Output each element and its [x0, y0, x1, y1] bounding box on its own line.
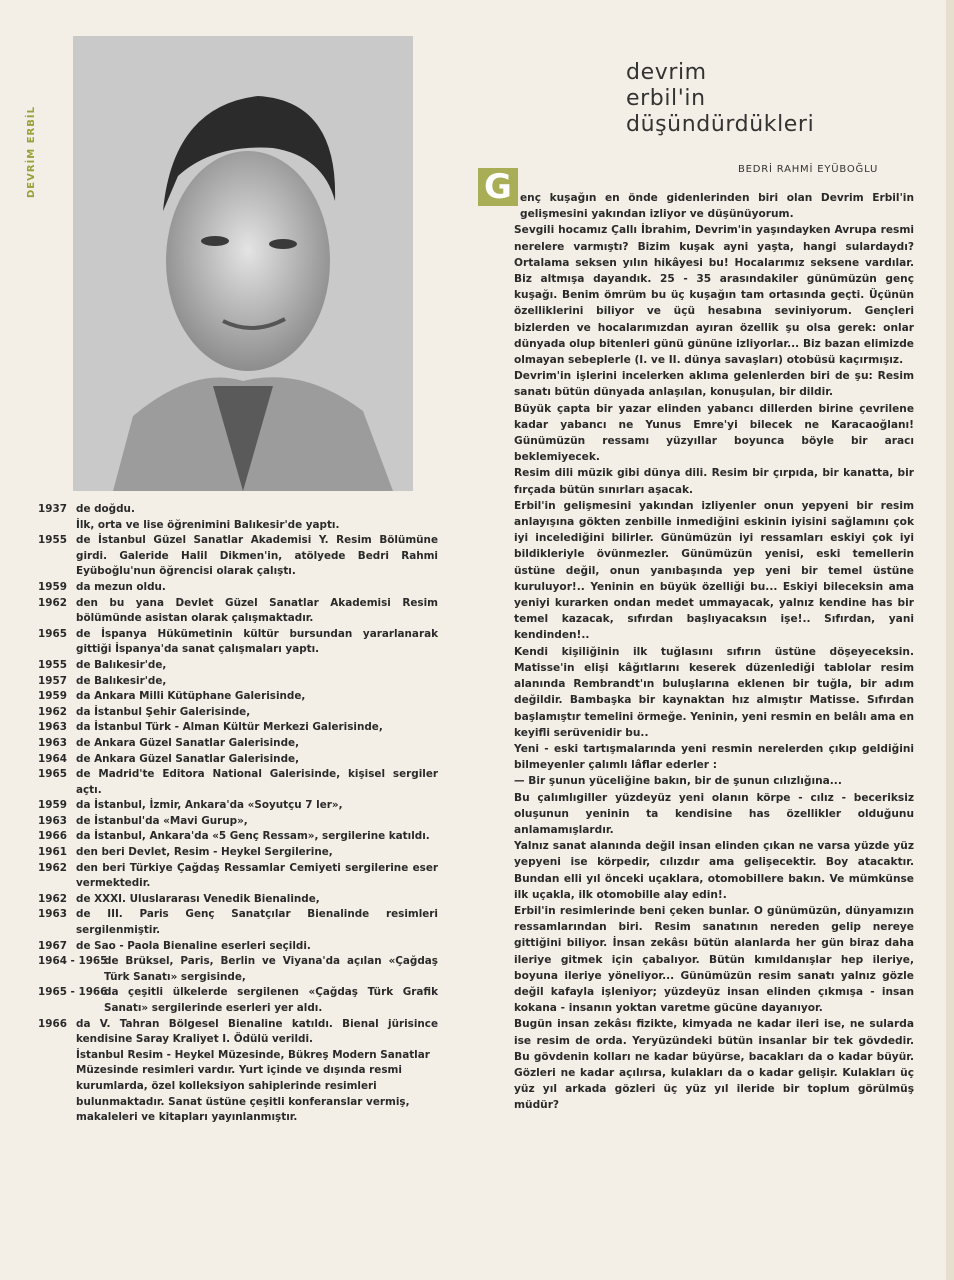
bio-year: 1961 [38, 846, 67, 859]
bio-continuation: İstanbul Resim - Heykel Müzesinde, Bükreş Modern Sanatlar Müzesinde resimleri vardır. Yurt içinde ve dışında resmi kurumlarda, özel kolleksiyon sahiplerinde resimleri bulunmaktadır. Sanat üstüne çeşitli konferanslar vermiş, makaleleri ve kitapları yayınlanmıştır. [76, 1048, 430, 1124]
bio-entry [38, 736, 438, 752]
bio-entry [38, 814, 438, 830]
bio-text: da İstanbul Şehir Galerisinde, [76, 705, 251, 718]
bio-entry [38, 674, 438, 690]
title-line-1: devrim [626, 60, 707, 85]
bio-entry [38, 752, 438, 768]
article-paragraph: Yeni - eski tartışmalarında yeni resmin nerelerden çıkıp geldiğini bilmeyenler çalımlı lâflar ederler : [514, 742, 914, 772]
bio-entry [38, 861, 438, 892]
article-paragraph: Bugün insan zekâsı fizikte, kimyada ne kadar ileri ise, ne sularda ise resim de orda. Yeryüzündeki bütün insanlar bir tek gövdedir. Bu gövdenin kolları ne kadar büyürse, bacakları da o kadar büyür. Gözleri ne kadar açılırsa, kulakları da o kadar gelişir. Kulakları üç yüz yıl arkada gözleri üç yüz yıl ileride bir toplum görülmüş müdür? [514, 1018, 914, 1112]
article-body [514, 190, 914, 1114]
bio-text: de III. Paris Genç Sanatçılar Bienalinde resimleri sergilenmiştir. [76, 908, 438, 937]
bio-year: 1966 [38, 830, 67, 843]
article-paragraph: Erbil'in resimlerinde beni çeken bunlar. O günümüzün, dünyamızın ressamlarından biri. Resim sanatının nereden gelip nereye gittiğini biliyor. İnsan zekâsı bütün alanlarda her gün biraz daha ileriye gitmek için çabalıyor. Bütün kımıldanışlar hep ileriye, boyuna ileriye yöneliyor... Günümüzün resim sanatı yalnız gözle değil kafayla işleniyor; yüzdeyüz insan elinden çıkmışa - insan kokana - insanın yoktan varetme gücüne dayanıyor. [514, 904, 914, 1015]
bio-year: 1959 [38, 690, 67, 703]
bio-text: de İstanbul'da «Mavi Gurup», [76, 814, 248, 827]
bio-year: 1963 [38, 721, 67, 734]
bio-year: 1967 [38, 939, 67, 952]
bio-text: den beri Devlet, Resim - Heykel Sergilerine, [76, 846, 333, 859]
bio-entry [38, 627, 438, 658]
article-paragraph: Sevgili hocamız Çallı İbrahim, Devrim'in yaşındayken Avrupa resmi nerelere varmıştı? Bizim kuşak ayni yaşta, hangi sulardaydı? Ortalama seksen yılın hikâyesi bu! Hocalarımız seksene vardılar. Biz altmışa dayandık. 25 - 35 arasındakiler günümüzün genç kuşağı. Benim ömrüm bu üç kuşağın tam ortasında geçti. Üçünün özelliklerini biliyor ve üçü hesabına seviniyorum. Gençleri bizlerden ve hocalarımızdan ayıran özellik şu olsa gerek: onlar dünyada olup bitenleri günü gününe izliyorlar... Biz bazan elimizde olmayan sebeplerle (I. ve II. dünya savaşları) otobüsü kaçırmışız. [514, 224, 914, 367]
bio-text: de Ankara Güzel Sanatlar Galerisinde, [76, 752, 300, 765]
bio-text: da mezun oldu. [76, 580, 166, 593]
bio-text: da İstanbul Türk - Alman Kültür Merkezi Galerisinde, [76, 721, 383, 734]
side-label: DEVRİM ERBİL [26, 106, 37, 198]
portrait-photo [73, 36, 413, 491]
bio-text: de İspanya Hükümetinin kültür bursundan yararlanarak gittiği İspanya'da sanat çalışmaları yaptı. [76, 627, 438, 656]
bio-text: de XXXI. Uluslararası Venedik Bienalinde, [76, 892, 320, 905]
bio-year: 1963 [38, 736, 67, 749]
bio-year: 1962 [38, 892, 67, 905]
bio-year: 1937 [38, 503, 67, 515]
article-paragraph: Yalnız sanat alanında değil insan elinden çıkan ne varsa yüzde yüz yepyeni ise körpedir, cılızdır ama gelişecektir. Boy atacaktır. Bundan elli yıl önceki uçaklara, otomobillere bakın. Ve mümkünse ilk uçakla, ilk otomobille alay edin!. [514, 840, 914, 901]
article-paragraph: Kendi kişiliğinin ilk tuğlasını sıfırın üstüne döşeyeceksin. Matisse'in elişi kâğıtlarını keserek düzenlediği tablolar resim alanında Rembrandt'ın buluşlarına eklenen bir tuğla, bir adım değildir. Bambaşka bir kaynaktan hız almıştır Matisse. Sıfırdan başlamıştır temelini örmeğe. Yeninin, yeni resmin en belâlı ama en keyifli serüvenidir bu.. [514, 645, 914, 739]
article-title [626, 60, 926, 138]
author-name: BEDRİ RAHMİ EYÜBOĞLU [738, 164, 879, 175]
bio-entry [38, 502, 438, 518]
bio-entry [38, 954, 438, 985]
bio-year: 1966 [38, 1017, 67, 1030]
bio-year: 1955 [38, 658, 67, 671]
article-paragraph: — Bir şunun yüceliğine bakın, bir de şunun cılızlığına... [514, 775, 842, 788]
biography-list [38, 502, 438, 1126]
bio-entry [38, 892, 438, 908]
drop-cap: G [478, 168, 518, 206]
bio-year: 1963 [38, 908, 67, 921]
bio-entry [38, 720, 438, 736]
bio-text: de Balıkesir'de, [76, 674, 167, 687]
bio-entry [38, 705, 438, 721]
article-paragraph: Resim dili müzik gibi dünya dili. Resim bir çırpıda, bir kanatta, bir fırçada bütün sınırları aşacak. [514, 467, 914, 496]
article-paragraph: enç kuşağın en önde gidenlerinden biri olan Devrim Erbil'in gelişmesini yakından izliyor ve düşünüyorum. [520, 192, 914, 221]
bio-year: 1962 [38, 705, 67, 718]
bio-text: da İstanbul, Ankara'da «5 Genç Ressam», sergilerine katıldı. [76, 830, 430, 843]
bio-year: 1963 [38, 814, 67, 827]
bio-text: da çeşitli ülkelerde sergilenen «Çağdaş Türk Grafik Sanatı» sergilerinde eserleri yer aldı. [104, 986, 438, 1014]
bio-entry [38, 767, 438, 798]
bio-text: de Ankara Güzel Sanatlar Galerisinde, [76, 736, 300, 749]
bio-year: 1965 [38, 768, 67, 781]
bio-entry [38, 829, 438, 845]
bio-year: 1957 [38, 674, 67, 687]
bio-year: 1964 - 1965 [38, 955, 108, 968]
bio-text: de Balıkesir'de, [76, 658, 167, 671]
bio-text: de İstanbul Güzel Sanatlar Akademisi Y. Resim Bölümüne girdi. Galeride Halil Dikmen'in, atölyede Bedri Rahmi Eyüboğlu'nun öğrencisi olarak çalıştı. [76, 534, 438, 578]
bio-entry [38, 580, 438, 596]
bio-year: 1964 [38, 752, 67, 765]
bio-entry [38, 658, 438, 674]
portrait-image [73, 36, 413, 491]
bio-text: de Sao - Paola Bienaline eserleri seçildi. [76, 939, 311, 952]
bio-entry [38, 985, 438, 1016]
bio-year: 1955 [38, 534, 67, 547]
bio-text: da İstanbul, İzmir, Ankara'da «Soyutçu 7 ler», [76, 799, 343, 812]
article-paragraph: Erbil'in gelişmesini yakından izliyenler onun yepyeni bir resim anlayışına gökten zenbille inmediğini eskinin iyisini sağlamını çok iyi incelediğini bilirler. Günümüzün iyi ressamları eskiyi çok iyi bildikleriyle övünmezler. Günümüzün yenisi, eski temellerin üstüne değil, onun yanıbaşında yep yeni bir temel üstüne kuruluyor!.. Yeninin en büyük özelliği bu... Eskiyi bileceksin ama yeniyi kurarken ondan medet ummayacak, yalnız kendine has bir temel kazacak, sıfırdan başlıyacaksın işe!.. Sıfırdan, yani kendinden!.. [514, 499, 914, 642]
bio-entry [38, 939, 438, 955]
bio-continuation: İlk, orta ve lise öğrenimini Balıkesir'de yaptı. [76, 518, 340, 531]
bio-entry [38, 798, 438, 814]
title-line-2: erbil'in [626, 86, 706, 111]
bio-entry [38, 845, 438, 861]
bio-entry [38, 596, 438, 627]
bio-entry [38, 1017, 438, 1048]
bio-text: den beri Türkiye Çağdaş Ressamlar Cemiyeti sergilerine eser vermektedir. [76, 861, 438, 890]
bio-text: den bu yana Devlet Güzel Sanatlar Akademisi Resim bölümünde asistan olarak çalışmaktadır. [76, 596, 438, 625]
bio-entry [38, 689, 438, 705]
bio-year: 1962 [38, 596, 67, 609]
article-paragraph: Bu çalımlıgiller yüzdeyüz yeni olanın körpe - cılız - beceriksiz oluşunun yeninin ta kendisine has özellikler olduğunu anlamamışlardır. [514, 791, 914, 836]
page-fold [946, 0, 954, 1280]
bio-text: da Ankara Milli Kütüphane Galerisinde, [76, 690, 306, 703]
bio-text: da V. Tahran Bölgesel Bienaline katıldı. Bienal jürisince kendisine Saray Kraliyet I. Ödülü verildi. [76, 1017, 438, 1046]
title-line-3: düşündürdükleri [626, 112, 815, 137]
article-paragraph: Büyük çapta bir yazar elinden yabancı dillerden birine çevrilene kadar yabancı ne Yunus Emre'yi bilecek ne Karacaoğlanı! Günümüzün ressamı yüzyıllar boyunca böyle bir aracı beklemiyecek. [514, 402, 914, 464]
bio-entry [38, 533, 438, 580]
bio-year: 1959 [38, 799, 67, 812]
article-paragraph: Devrim'in işlerini incelerken aklıma gelenlerden biri de şu: Resim sanatı bütün dünyada anlaşılan, konuşulan, bir dildir. [514, 370, 914, 399]
bio-year: 1965 [38, 627, 67, 640]
bio-year: 1965 - 1966 [38, 986, 108, 999]
bio-entry [38, 907, 438, 938]
bio-year: 1962 [38, 861, 67, 874]
bio-text: de doğdu. [76, 503, 135, 515]
bio-year: 1959 [38, 580, 67, 593]
bio-text: de Brüksel, Paris, Berlin ve Viyana'da açılan «Çağdaş Türk Sanatı» sergisinde, [104, 955, 438, 983]
bio-text: de Madrid'te Editora National Galerisinde, kişisel sergiler açtı. [76, 768, 438, 796]
